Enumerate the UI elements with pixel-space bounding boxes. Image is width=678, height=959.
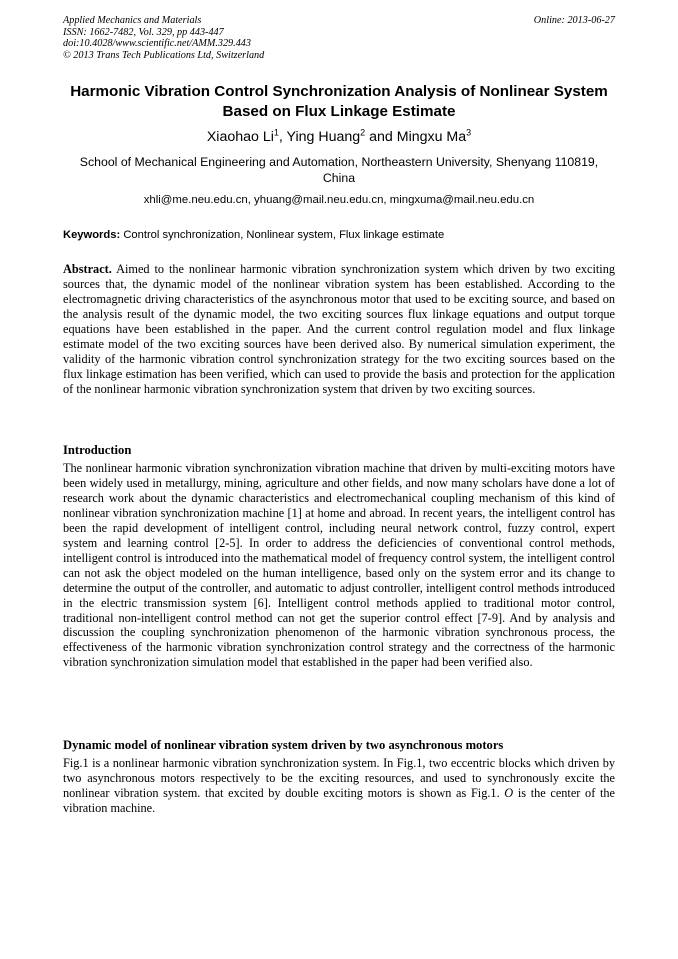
journal-name: Applied Mechanics and Materials <box>63 15 202 26</box>
author-name: Ying Huang <box>286 129 361 145</box>
keywords-label: Keywords: <box>63 229 121 241</box>
author-name: Mingxu Ma <box>396 129 467 145</box>
keywords <box>63 228 615 242</box>
author-sup: 3 <box>466 127 472 138</box>
copyright-line: © 2013 Trans Tech Publications Ltd, Switzerland <box>63 49 265 61</box>
affiliation: School of Mechanical Engineering and Automation, Northeastern University, Shenyang 110819, China <box>79 155 599 185</box>
dynamic-model-paragraph: Fig.1 is a nonlinear harmonic vibration synchronization system. In Fig.1, two eccentric blocks which driven by two asynchronous motors respectively to be the exciting resources, and used to synchronously excite the nonlinear vibration system. that excited by double exciting motors is shown as Fig.1. <box>63 756 615 800</box>
abstract <box>63 262 615 397</box>
center-symbol: O <box>504 785 514 800</box>
abstract-text: Aimed to the nonlinear harmonic vibration synchronization system which driven by two exciting sources that, the dynamic model of the nonlinear vibration system has been established. According to the electromagnetic driving characteristics of the asynchronous motor that used to be exciting source, and based on the analysis result of the dynamic model, the two exciting sources flux linkage equations and output torque equations have been established in the paper. And the current control regulation model and flux linkage estimate model of the two exciting sources have been derived also. By numerical simulation experiment, the validity of the harmonic vibration control synchronization strategy for the two exciting sources based on the flux linkage estimation has been verified, which can used to provide the basis and protection for the application of the nonlinear harmonic vibration synchronization system that driven by two exciting sources. <box>63 262 615 396</box>
keywords-text: Control synchronization, Nonlinear system, Flux linkage estimate <box>123 229 445 241</box>
dynamic-model-tail: is the center of the vibration machine. <box>63 785 615 815</box>
paper-title: Harmonic Vibration Control Synchronization Analysis of Nonlinear System Based on Flux Linkage Estimate <box>70 83 608 120</box>
section-heading-introduction: Introduction <box>63 443 132 457</box>
author-emails: xhli@me.neu.edu.cn, yhuang@mail.neu.edu.cn, mingxuma@mail.neu.edu.cn <box>143 194 535 206</box>
author-sup: 1 <box>273 127 279 138</box>
doi-line: doi:10.4028/www.scientific.net/AMM.329.443 <box>63 38 251 50</box>
journal-header <box>63 15 264 61</box>
abstract-label: Abstract. <box>63 262 112 276</box>
author-separator: and <box>365 129 397 145</box>
author-separator: , <box>278 129 287 145</box>
section-heading-dynamic-model: Dynamic model of nonlinear vibration system driven by two asynchronous motors <box>63 738 504 752</box>
issn-line: ISSN: 1662-7482, Vol. 329, pp 443-447 <box>63 26 224 38</box>
author-sup: 2 <box>360 127 366 138</box>
author-list <box>63 128 615 146</box>
online-date: Online: 2013-06-27 <box>533 15 615 26</box>
author-name: Xiaohao Li <box>206 129 274 145</box>
dynamic-model-text <box>63 756 615 816</box>
introduction-text: The nonlinear harmonic vibration synchronization vibration machine that driven by multi-exciting motors have been widely used in metallurgy, mining, agriculture and other fields, and now many scholars have done a lot of research work about the dynamic characteristics and electromechanical coupling mechanism of this kind of nonlinear vibration synchronization machine [1] at home and abroad. In recent years, the intelligent control has been the rapid development of intelligent control, including neural network control, fuzzy control, expert system and learning control [2-5]. In order to address the deficiencies of conventional control methods, intelligent control is introduced into the mathematical model of frequency control system, the intelligent control can not ask the object modeled on the human intelligence, based only on the system error and its change to determine the output of the controller, and automatic to adjust controller, intelligent control methods introduced in the electric transmission system [6]. Intelligent control methods applied to traditional motor control, traditional non-intelligent control method can not get the superior control effect [7-9]. And by analysis and discussion the coupling synchronization phenomenon of the harmonic vibration synchronous process, the effectiveness of the harmonic vibration synchronization control strategy and the correctness of the harmonic vibration synchronization simulation model that established in the paper had been verified also. <box>63 461 615 670</box>
